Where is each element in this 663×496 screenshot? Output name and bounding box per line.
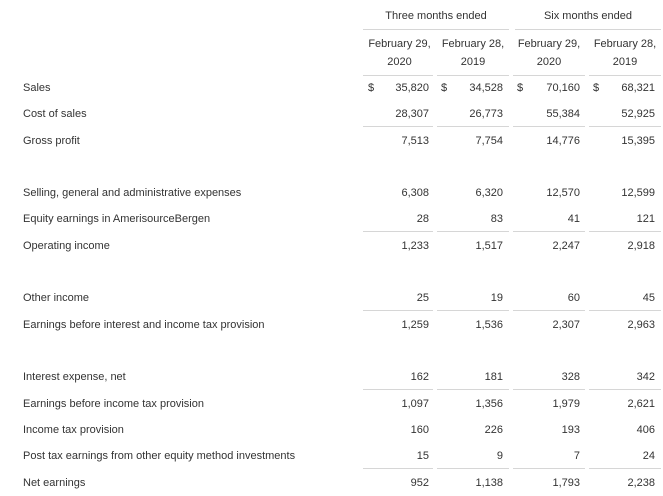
divider-net-earnings-1 [363, 468, 433, 469]
cell-sales-q2020: 35,820 [395, 82, 429, 94]
cell-ebit-q2019: 1,536 [475, 319, 503, 331]
cell-pte-q2020: 15 [416, 450, 429, 462]
cell-cos-q2020: 28,307 [395, 108, 429, 120]
cell-oth-q2019: 19 [490, 292, 503, 304]
cell-ebit-s2019: 2,963 [627, 319, 655, 331]
cell-sga-q2019: 6,320 [475, 187, 503, 199]
cell-ebt-q2020: 1,097 [401, 398, 429, 410]
cell-int-s2020: 328 [561, 371, 580, 383]
col-header-divider-3 [513, 75, 585, 76]
cell-ebit-q2020: 1,259 [401, 319, 429, 331]
cell-int-q2019: 181 [484, 371, 503, 383]
cell-eq-s2019: 121 [636, 213, 655, 225]
cell-eq-s2020: 41 [567, 213, 580, 225]
divider-net-earnings-4 [589, 468, 661, 469]
cell-cos-s2019: 52,925 [621, 108, 655, 120]
row-label-cost-of-sales: Cost of sales [23, 108, 87, 120]
cell-pte-s2020: 7 [573, 450, 580, 462]
row-label-equity-earnings: Equity earnings in AmerisourceBergen [23, 213, 211, 225]
divider-gross-profit-3 [513, 126, 585, 127]
divider-operating-income-4 [589, 231, 661, 232]
cell-sga-s2019: 12,599 [621, 187, 655, 199]
cell-ebt-q2019: 1,356 [475, 398, 503, 410]
row-label-net-earnings: Net earnings [23, 477, 86, 489]
divider-gross-profit-1 [363, 126, 433, 127]
divider-ebt-3 [513, 389, 585, 390]
divider-ebt-1 [363, 389, 433, 390]
cell-ne-q2020: 952 [410, 477, 429, 489]
cell-oth-s2020: 60 [567, 292, 580, 304]
cell-sga-s2020: 12,570 [546, 187, 580, 199]
cell-ebt-s2020: 1,979 [552, 398, 580, 410]
cell-sales-s2019: 68,321 [621, 82, 655, 94]
row-label-post-tax-earnings: Post tax earnings from other equity method investments [23, 450, 296, 462]
cell-oi-q2019: 1,517 [475, 240, 503, 252]
cell-oi-s2020: 2,247 [552, 240, 580, 252]
cell-ebt-s2019: 2,621 [627, 398, 655, 410]
divider-gross-profit-4 [589, 126, 661, 127]
col-header-divider-4 [589, 75, 661, 76]
divider-gross-profit-2 [437, 126, 509, 127]
col-header-divider-2 [437, 75, 509, 76]
currency-symbol-2: $ [441, 82, 448, 94]
currency-symbol-1: $ [368, 82, 375, 94]
col-header-s-2019-line1: February 28, [593, 38, 657, 50]
col-header-s-2020-line2: 2020 [536, 56, 562, 68]
cell-tax-s2020: 193 [561, 424, 580, 436]
divider-operating-income-1 [363, 231, 433, 232]
col-header-divider-1 [363, 75, 433, 76]
row-label-gross-profit: Gross profit [23, 135, 80, 147]
cell-ne-q2019: 1,138 [475, 477, 503, 489]
row-label-sales: Sales [23, 82, 51, 94]
cell-gp-s2019: 15,395 [621, 135, 655, 147]
cell-tax-q2019: 226 [484, 424, 503, 436]
currency-symbol-3: $ [517, 82, 524, 94]
cell-pte-s2019: 24 [642, 450, 655, 462]
col-header-q-2019-line2: 2019 [460, 56, 486, 68]
divider-net-earnings-2 [437, 468, 509, 469]
divider-ebit-4 [589, 310, 661, 311]
row-label-other-income: Other income [23, 292, 90, 304]
cell-gp-q2020: 7,513 [401, 135, 429, 147]
col-header-q-2019-line1: February 28, [441, 38, 505, 50]
cell-gp-q2019: 7,754 [475, 135, 503, 147]
col-header-q-2020-line2: 2020 [387, 56, 412, 68]
header-six-months: Six months ended [543, 10, 633, 22]
divider-ebt-4 [589, 389, 661, 390]
divider-net-earnings-3 [513, 468, 585, 469]
row-label-interest-expense: Interest expense, net [23, 371, 126, 383]
cell-pte-q2019: 9 [496, 450, 503, 462]
col-header-s-2020-line1: February 29, [517, 38, 581, 50]
currency-symbol-4: $ [593, 82, 600, 94]
divider-ebit-3 [513, 310, 585, 311]
col-header-s-2019-line2: 2019 [612, 56, 638, 68]
cell-tax-s2019: 406 [636, 424, 655, 436]
cell-int-s2019: 342 [636, 371, 655, 383]
cell-sales-s2020: 70,160 [546, 82, 580, 94]
header-three-months: Three months ended [385, 10, 487, 22]
divider-operating-income-2 [437, 231, 509, 232]
cell-oi-s2019: 2,918 [627, 240, 655, 252]
cell-cos-s2020: 55,384 [546, 108, 580, 120]
header-group-divider-2 [515, 29, 661, 30]
cell-oth-s2019: 45 [642, 292, 655, 304]
cell-eq-q2020: 28 [416, 213, 429, 225]
cell-ne-s2019: 2,238 [627, 477, 655, 489]
header-group-divider-1 [363, 29, 509, 30]
divider-ebit-1 [363, 310, 433, 311]
row-label-sga: Selling, general and administrative expenses [23, 187, 242, 199]
divider-operating-income-3 [513, 231, 585, 232]
divider-ebit-2 [437, 310, 509, 311]
row-label-income-tax: Income tax provision [23, 424, 124, 436]
divider-ebt-2 [437, 389, 509, 390]
cell-eq-q2019: 83 [490, 213, 503, 225]
cell-sga-q2020: 6,308 [401, 187, 429, 199]
cell-sales-q2019: 34,528 [469, 82, 503, 94]
row-label-ebit: Earnings before interest and income tax provision [23, 319, 265, 331]
cell-ne-s2020: 1,793 [552, 477, 580, 489]
cell-oth-q2020: 25 [416, 292, 429, 304]
row-label-operating-income: Operating income [23, 240, 110, 252]
row-label-ebt: Earnings before income tax provision [23, 398, 204, 410]
cell-cos-q2019: 26,773 [469, 108, 503, 120]
cell-gp-s2020: 14,776 [546, 135, 580, 147]
cell-int-q2020: 162 [410, 371, 429, 383]
cell-tax-q2020: 160 [410, 424, 429, 436]
col-header-q-2020-line1: February 29, [368, 38, 431, 50]
cell-ebit-s2020: 2,307 [552, 319, 580, 331]
cell-oi-q2020: 1,233 [401, 240, 429, 252]
